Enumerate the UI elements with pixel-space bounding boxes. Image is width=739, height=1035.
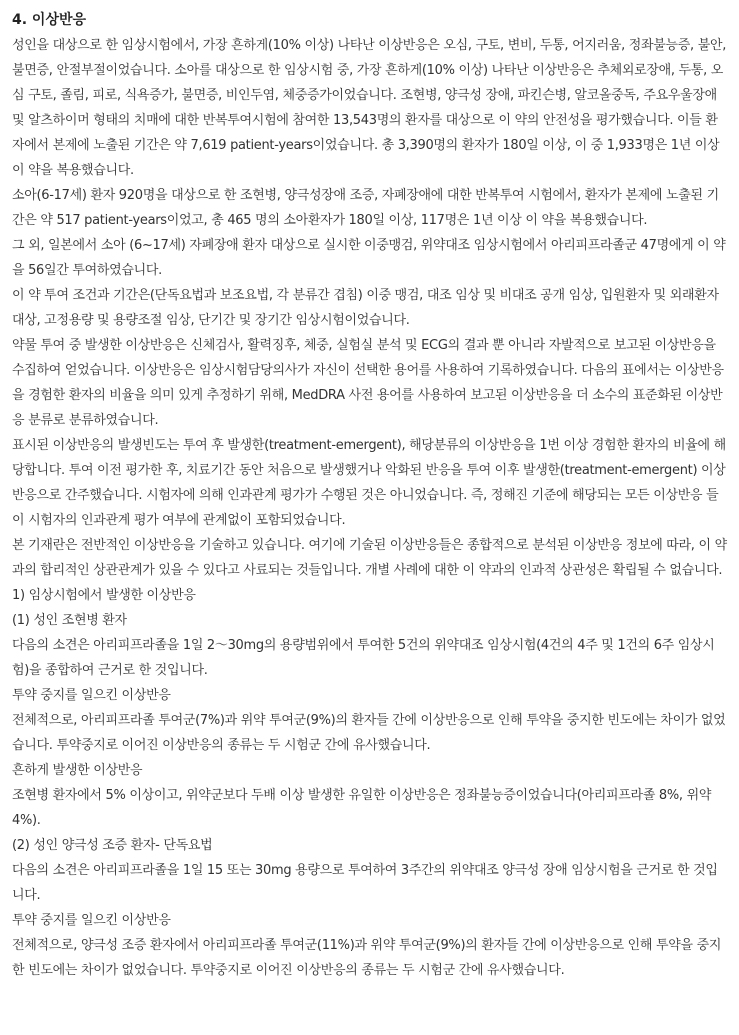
paragraph-incidence: 표시된 이상반응의 발생빈도는 투여 후 발생한(treatment-emergent), 해당분류의 이상반응을 1번 이상 경험한 환자의 비율에 해당합니다. 투여 이전 평가한 후, 치료기간 동안 처음으로 발생했거나 악화된 반응을 투여 이후 발생한(treatment-emergent) 이상반응으로 간주했습니다. 시험자에 의해 인과관계 평가가 수행된 것은 아니었습니다. 즉, 정해진 기준에 해당되는 모든 이상반응 들이 시험자의 인과관계 평가 여부에 관계없이 포함되었습니다. (12, 438, 726, 528)
paragraph-trial-conditions: 이 약 투여 조건과 기간은(단독요법과 보조요법, 각 분류간 겹침) 이중 맹검, 대조 임상 및 비대조 공개 임상, 입원환자 및 외래환자 대상, 고정용량 및 용량조절 임상, 단기간 및 장기간 임상시험이었습니다. (12, 288, 719, 328)
subheading-common-reactions: 흔하게 발생한 이상반응 (12, 763, 143, 778)
paragraph-adverse-summary: 성인을 대상으로 한 임상시험에서, 가장 흔하게(10% 이상) 나타난 이상반응은 오심, 구토, 변비, 두통, 어지러움, 정좌불능증, 불안, 불면증, 안절부절이었습니다. 소아를 대상으로 한 임상시험 중, 가장 흔하게(10% 이상) 나타난 이상반응은 추체외로장애, 두통, 오심 구토, 졸림, 피로, 식욕증가, 불면증, 비인두염, 체중증가이었습니다. 조현병, 양극성 장애, 파킨슨병, 알코올중독, 주요우울장애 및 알츠하이머 형태의 치매에 대한 반복투여시험에 참여한 13,543명의 환자를 대상으로 이 약의 안전성을 평가했습니다. 이들 환자에서 본제에 노출된 기간은 약 7,619 patient-years이었습니다. 총 3,390명의 환자가 180일 이상, 이 중 1,933명은 1년 이상 이 약을 복용했습니다. (12, 38, 727, 178)
subheading-clinical-trials: 1) 임상시험에서 발생한 이상반응 (12, 588, 196, 603)
paragraph-bipolar-discontinuation: 전체적으로, 양극성 조증 환자에서 아리피프라졸 투여군(11%)과 위약 투여군(9%)의 환자들 간에 이상반응으로 인해 투약을 중지한 빈도에는 차이가 없었습니다. 투약중지로 이어진 이상반응의 종류는 두 시험군 간에 유사했습니다. (12, 938, 722, 978)
paragraph-causality: 본 기재란은 전반적인 이상반응을 기술하고 있습니다. 여기에 기술된 이상반응들은 종합적으로 분석된 이상반응 정보에 따라, 이 약과의 합리적인 상관관계가 있을 수 있다고 사료되는 것들입니다. 개별 사례에 대한 이 약과의 인과적 상관성은 확립될 수 없습니다. (12, 538, 727, 578)
subheading-discontinuation: 투약 중지를 일으킨 이상반응 (12, 688, 171, 703)
subheading-adult-schizophrenia: (1) 성인 조현병 환자 (12, 613, 127, 628)
subheading-discontinuation-2: 투약 중지를 일으킨 이상반응 (12, 913, 171, 928)
paragraph-data-collection: 약물 투여 중 발생한 이상반응은 신체검사, 활력징후, 체중, 실험실 분석 및 ECG의 결과 뿐 아니라 자발적으로 보고된 이상반응을 수집하여 얻었습니다. 이상반응은 임상시험담당의사가 자신이 선택한 용어를 사용하여 기록하였습니다. 다음의 표에서는 이상반응을 경험한 환자의 비율을 의미 있게 추정하기 위해, MedDRA 사전 용어를 사용하여 보고된 이상반응을 더 소수의 표준화된 이상반응 분류로 분류하였습니다. (12, 338, 724, 428)
section-title: 4. 이상반응 (12, 12, 87, 28)
paragraph-bipolar-basis: 다음의 소견은 아리피프라졸을 1일 15 또는 30mg 용량으로 투여하여 3주간의 위약대조 양극성 장애 임상시험을 근거로 한 것입니다. (12, 863, 718, 903)
paragraph-japan-trial: 그 외, 일본에서 소아 (6~17세) 자폐장애 환자 대상으로 실시한 이중맹검, 위약대조 임상시험에서 아리피프라졸군 47명에게 이 약을 56일간 투여하였습니다. (12, 238, 726, 278)
paragraph-schizophrenia-discontinuation: 전체적으로, 아리피프라졸 투여군(7%)과 위약 투여군(9%)의 환자들 간에 이상반응으로 인해 투약을 중지한 빈도에는 차이가 없었습니다. 투약중지로 이어진 이상반응의 종류는 두 시험군 간에 유사했습니다. (12, 713, 726, 753)
paragraph-pediatric-exposure: 소아(6-17세) 환자 920명을 대상으로 한 조현병, 양극성장애 조증, 자폐장애에 대한 반복투여 시험에서, 환자가 본제에 노출된 기간은 약 517 patient-years이었고, 총 465 명의 소아환자가 180일 이상, 117명은 1년 이상 이 약을 복용했습니다. (12, 188, 719, 228)
subheading-bipolar-mania: (2) 성인 양극성 조증 환자- 단독요법 (12, 838, 213, 853)
paragraph-common-reactions: 조현병 환자에서 5% 이상이고, 위약군보다 두배 이상 발생한 유일한 이상반응은 정좌불능증이었습니다(아리피프라졸 8%, 위약 4%). (12, 788, 712, 828)
paragraph-schizophrenia-basis: 다음의 소견은 아리피프라졸을 1일 2～30mg의 용량범위에서 투여한 5건의 위약대조 임상시험(4건의 4주 및 1건의 6주 임상시험)을 종합하여 근거로 한 것입니다. (12, 638, 715, 678)
